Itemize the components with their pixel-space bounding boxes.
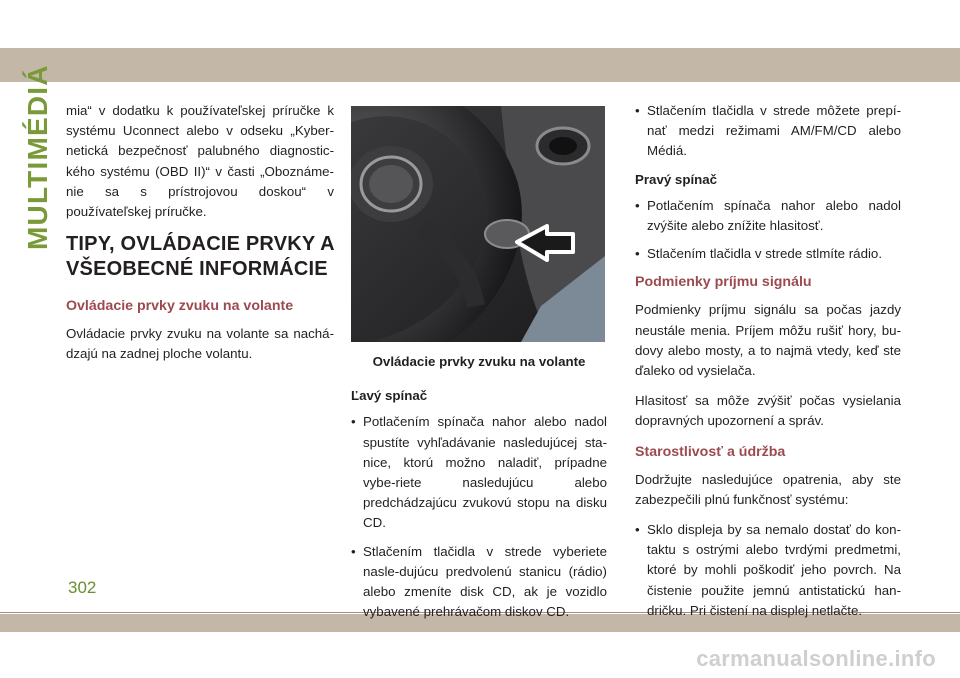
middle-column bbox=[351, 101, 607, 630]
left-switch-bullet-3: • Stlačením tlačidla v strede môžete prepí-nať medzi režimami AM/FM/CD alebo Médiá. bbox=[635, 103, 901, 159]
section-paragraph: Ovládacie prvky zvuku na volante sa nachá-dzajú na zadnej ploche volantu. bbox=[66, 326, 334, 362]
left-column bbox=[66, 101, 334, 375]
main-heading: TIPY, OVLÁDACIE PRVKY A VŠEOBECNÉ INFORMÁCIE bbox=[66, 233, 334, 281]
right-column bbox=[635, 101, 901, 629]
left-switch-bullet-1: • Potlačením spínača nahor alebo nadol spustíte vyhľadávanie nasledujúcej sta-nice, ktorú možno naladiť, prípadne vybe-riete nasledujúcu alebo predchádzajúcu zvukovú stopu na disku CD. bbox=[351, 414, 607, 531]
reception-paragraph-1: Podmienky príjmu signálu sa počas jazdy neustále menia. Príjem môžu rušiť hory, bu-dovy alebo mosty, a to najmä vtedy, keď ste ďaleko od vysielača. bbox=[635, 302, 901, 379]
page-number: 302 bbox=[68, 578, 97, 597]
section-side-label: MULTIMÉDIÁ bbox=[22, 64, 53, 250]
photo-caption: Ovládacie prvky zvuku na volante bbox=[372, 354, 586, 369]
steering-wheel-illustration bbox=[351, 106, 605, 342]
care-bullet-1: • Sklo displeja by sa nemalo dostať do kon-taktu s ostrými alebo tvrdými predmetmi, ktoré by mohli poškodiť jeho povrch. Na čistenie použite jemnú antistatickú han-dričku. Pri čistení na displej netlačte. bbox=[635, 522, 901, 618]
header-band bbox=[0, 48, 960, 82]
left-switch-heading: Ľavý spínač bbox=[351, 388, 428, 404]
section-heading-care: Starostlivosť a údržba bbox=[635, 443, 786, 460]
intro-paragraph: mia“ v dodatku k používateľskej príručke k systému Uconnect alebo v odseku „Kyber-netická bezpečnosť palubného diagnostic-kého systému (OBD II)“ v časti „Oboznáme-nie sa s prístrojovou doskou“ v používateľskej príručke. bbox=[66, 103, 334, 220]
steering-wheel-photo bbox=[351, 106, 605, 342]
reception-paragraph-2: Hlasitosť sa môže zvýšiť počas vysielania dopravných upozornení a správ. bbox=[635, 393, 901, 429]
section-heading-reception: Podmienky príjmu signálu bbox=[635, 274, 812, 291]
section-heading-steering-audio: Ovládacie prvky zvuku na volante bbox=[66, 298, 294, 315]
right-switch-bullet-1: • Potlačením spínača nahor alebo nadol zvýšite alebo znížite hlasitosť. bbox=[635, 197, 901, 234]
watermark-text: carmanualsonline.info bbox=[696, 646, 936, 671]
left-switch-bullet-2: • Stlačením tlačidla v strede vyberiete nasle-dujúcu predvolenú stanicu (rádio) alebo zmeníte disk CD, ak je vozidlo vybavené prehrávačom diskov CD. bbox=[351, 543, 607, 620]
right-switch-bullet-2: • Stlačením tlačidla v strede stlmíte rádio. bbox=[635, 246, 883, 262]
right-switch-heading: Pravý spínač bbox=[635, 171, 718, 187]
care-paragraph: Dodržujte nasledujúce opatrenia, aby ste zabezpečili plnú funkčnosť systému: bbox=[635, 471, 901, 507]
